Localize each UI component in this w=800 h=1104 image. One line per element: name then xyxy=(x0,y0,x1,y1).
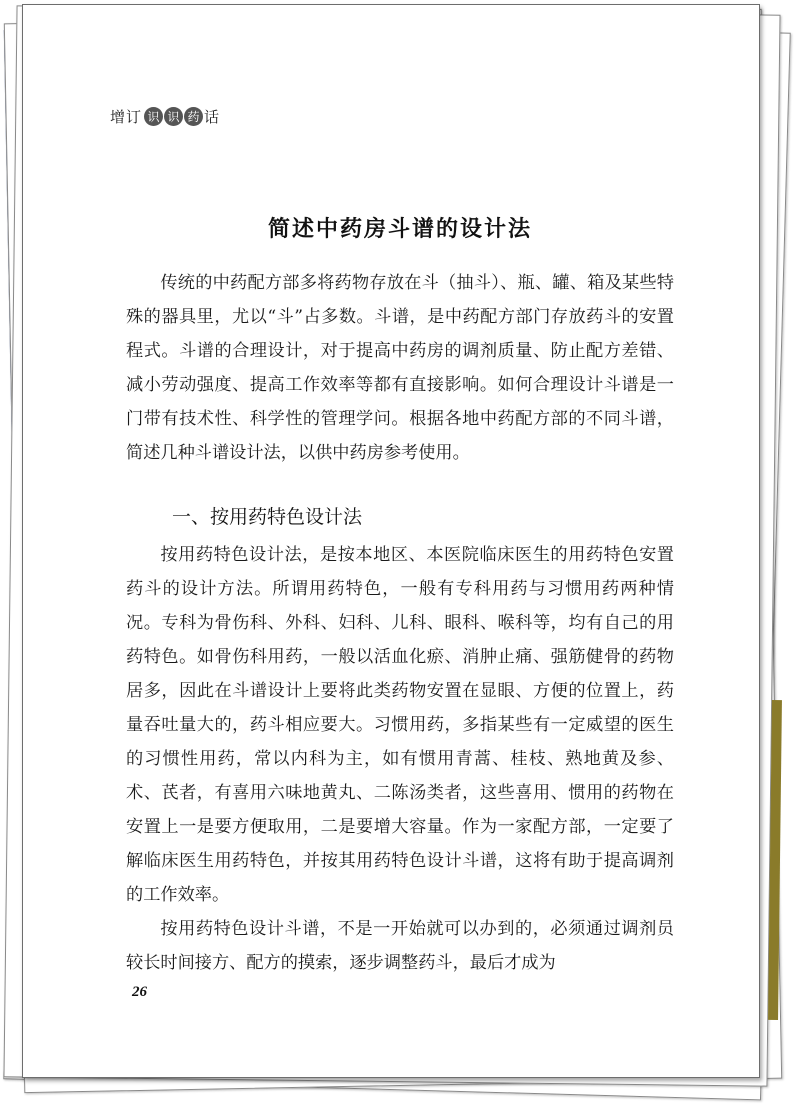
paragraph: 按用药特色设计法，是按本地区、本医院临床医生的用药特色安置药斗的设计方法。所谓用药特色，一般有专科用药与习惯用药两种情况。专科为骨伤科、外科、妇科、儿科、眼科、喉科等，均有自己的用药特色。如骨伤科用药，一般以活血化瘀、消肿止痛、强筋健骨的药物居多，因此在斗谱设计上要将此类药物安置在显眼、方便的位置上，药量吞吐量大的，药斗相应要大。习惯用药，多指某些有一定威望的医生的习惯性用药，常以内科为主，如有惯用青蒿、桂枝、熟地黄及参、术、芪者，有喜用六味地黄丸、二陈汤类者，这些喜用、惯用的药物在安置上一是要方便取用，二是要增大容量。作为一家配方部，一定要了解临床医生用药特色，并按其用药特色设计斗谱，这将有助于提高调剂的工作效率。 xyxy=(126,545,674,905)
section-heading: 一、按用药特色设计法 xyxy=(172,506,363,528)
circled-char: 药 xyxy=(184,107,203,126)
circled-char: 识 xyxy=(144,107,163,126)
running-head xyxy=(110,106,220,127)
section-body xyxy=(126,538,674,980)
paragraph: 按用药特色设计斗谱，不是一开始就可以办到的，必须通过调剂员较长时间接方、配方的摸索，逐步调整药斗，最后才成为 xyxy=(126,919,674,973)
running-head-suffix: 话 xyxy=(204,108,221,126)
page-title: 简述中药房斗谱的设计法 xyxy=(267,217,532,242)
running-head-circled xyxy=(144,107,204,126)
circled-char: 识 xyxy=(164,107,183,126)
running-head-plain: 增订 xyxy=(110,108,143,126)
intro-text xyxy=(126,266,674,470)
page-number: 26 xyxy=(132,984,147,1000)
paragraph: 传统的中药配方部多将药物存放在斗（抽斗）、瓶、罐、箱及某些特殊的器具里，尤以“斗”占多数。斗谱，是中药配方部门存放药斗的安置程式。斗谱的合理设计，对于提高中药房的调剂质量、防止配方差错、减小劳动强度、提高工作效率等都有直接影响。如何合理设计斗谱是一门带有技术性、科学性的管理学问。根据各地中药配方部的不同斗谱，简述几种斗谱设计法，以供中药房参考使用。 xyxy=(126,273,674,463)
